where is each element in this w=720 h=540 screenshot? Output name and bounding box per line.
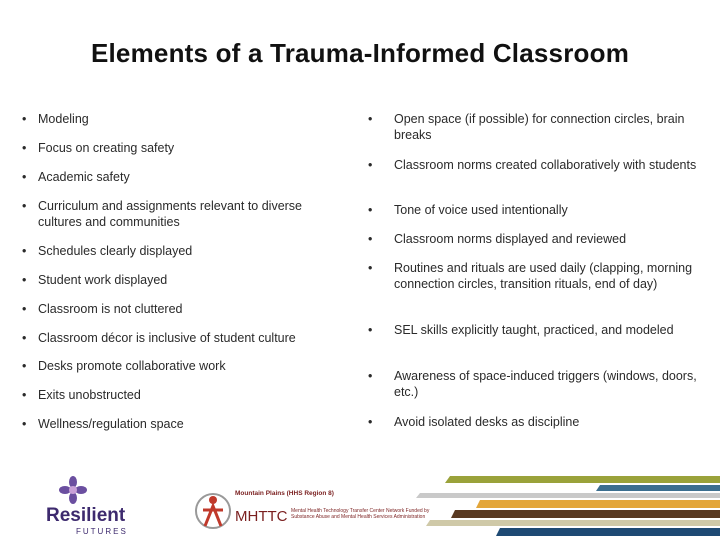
slide-title: Elements of a Trauma-Informed Classroom xyxy=(90,38,630,68)
list-item-text: Curriculum and assignments relevant to diverse cultures and communities xyxy=(38,199,303,229)
list-item xyxy=(22,244,348,260)
list-item-text: Classroom is not cluttered xyxy=(38,302,183,316)
list-item-text: Classroom norms created collaboratively with students xyxy=(394,158,697,172)
bullet-icon: • xyxy=(22,388,27,402)
resilient-futures-logo xyxy=(46,475,146,535)
stripe-1 xyxy=(445,476,720,483)
bullet-icon: • xyxy=(22,273,27,287)
bullet-icon: • xyxy=(368,203,373,217)
network-label: Mental Health Technology Transfer Center Network Funded by Substance Abuse and Mental Health Services Administration xyxy=(291,508,430,520)
list-item-text: SEL skills explicitly taught, practiced, and modeled xyxy=(394,323,674,337)
list-item-text: Classroom norms displayed and reviewed xyxy=(394,232,627,246)
flower-icon xyxy=(58,475,88,505)
region-label: Mountain Plains (HHS Region 8) xyxy=(235,490,334,497)
bullet-icon: • xyxy=(368,158,373,172)
list-item-text: Focus on creating safety xyxy=(38,141,175,155)
list-item-text: Avoid isolated desks as discipline xyxy=(394,415,580,429)
list-item xyxy=(22,302,348,318)
list-item xyxy=(368,232,704,248)
stripe-2 xyxy=(596,485,720,491)
bullet-icon: • xyxy=(368,232,373,246)
list-item xyxy=(368,323,704,339)
list-item-text: Modeling xyxy=(38,112,89,126)
bullet-icon: • xyxy=(22,199,27,213)
list-item-text: Desks promote collaborative work xyxy=(38,359,226,373)
list-item xyxy=(22,331,348,347)
list-item xyxy=(22,170,348,186)
list-item-text: Schedules clearly displayed xyxy=(38,244,193,258)
stripe-4 xyxy=(476,500,720,508)
list-item xyxy=(22,141,348,157)
bullet-icon: • xyxy=(22,417,27,431)
list-item xyxy=(368,261,704,292)
list-item xyxy=(22,359,348,375)
list-item-text: Exits unobstructed xyxy=(38,388,141,402)
list-item-text: Student work displayed xyxy=(38,273,168,287)
bullet-icon: • xyxy=(368,415,373,429)
bullet-icon: • xyxy=(22,359,27,373)
list-item xyxy=(22,388,348,404)
bullet-icon: • xyxy=(22,170,27,184)
list-item xyxy=(22,112,348,128)
list-item xyxy=(22,273,348,289)
list-item xyxy=(22,417,348,433)
bullet-icon: • xyxy=(368,323,373,337)
list-item xyxy=(368,369,704,400)
list-item xyxy=(368,158,704,174)
list-item-text: Classroom décor is inclusive of student culture xyxy=(38,331,296,345)
list-item-text: Tone of voice used intentionally xyxy=(394,203,568,217)
stripe-7 xyxy=(496,528,720,536)
people-icon xyxy=(195,486,231,536)
bullet-icon: • xyxy=(368,369,373,383)
list-item-text: Awareness of space-induced triggers (windows, doors, etc.) xyxy=(394,369,697,399)
logo-subtitle: FUTURES xyxy=(76,527,128,536)
bullet-icon: • xyxy=(368,261,373,275)
stripe-3 xyxy=(416,493,720,498)
stripe-6 xyxy=(426,520,720,526)
stripe-5 xyxy=(451,510,720,518)
bullet-icon: • xyxy=(22,302,27,316)
logo-wordmark: Resilient xyxy=(46,505,126,526)
bullet-icon: • xyxy=(368,112,373,126)
list-item-text: Routines and rituals are used daily (clapping, morning connection circles, transition rituals, end of day) xyxy=(394,261,693,291)
mhttc-logo xyxy=(195,486,435,538)
bullet-icon: • xyxy=(22,141,27,155)
list-item xyxy=(368,415,704,431)
list-item-text: Open space (if possible) for connection circles, brain breaks xyxy=(394,112,685,142)
mhttc-wordmark: MHTTC xyxy=(235,508,288,525)
bullet-icon: • xyxy=(22,112,27,126)
list-item xyxy=(368,112,704,143)
list-item xyxy=(22,199,348,230)
list-item-text: Academic safety xyxy=(38,170,130,184)
bullet-icon: • xyxy=(22,244,27,258)
list-item-text: Wellness/regulation space xyxy=(38,417,184,431)
list-item xyxy=(368,203,704,219)
bullet-icon: • xyxy=(22,331,27,345)
